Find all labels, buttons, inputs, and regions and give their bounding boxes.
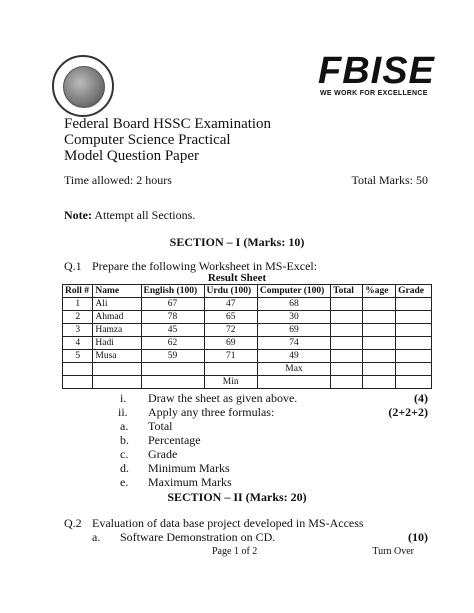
table-cell: 62 xyxy=(141,337,204,350)
table-cell: 69 xyxy=(257,324,330,337)
table-cell xyxy=(363,337,396,350)
table-cell: 71 xyxy=(204,350,257,363)
table-cell xyxy=(363,376,396,389)
table-cell: Min xyxy=(204,376,257,389)
task-text-1: Draw the sheet as given above. xyxy=(148,391,298,405)
table-cell: Max xyxy=(257,363,330,376)
result-sheet-table xyxy=(62,284,432,389)
table-row xyxy=(63,298,432,311)
table-header-row xyxy=(63,285,432,298)
table-cell xyxy=(257,376,330,389)
time-allowed: Time allowed: 2 hours xyxy=(64,173,172,187)
note-text: Attempt all Sections. xyxy=(91,208,196,222)
table-cell xyxy=(93,363,141,376)
table-cell xyxy=(331,298,363,311)
task-num-2: ii. xyxy=(118,405,128,419)
table-cell: Hamza xyxy=(93,324,141,337)
table-cell xyxy=(363,363,396,376)
column-header: English (100) xyxy=(141,285,204,298)
turn-over: Turn Over xyxy=(372,546,414,557)
q1-number: Q.1 xyxy=(64,259,82,273)
table-cell: 1 xyxy=(63,298,93,311)
total-marks: Total Marks: 50 xyxy=(351,173,428,187)
table-cell xyxy=(396,337,432,350)
table-cell: 30 xyxy=(257,311,330,324)
table-cell: 49 xyxy=(257,350,330,363)
table-cell: Hadi xyxy=(93,337,141,350)
q1-text: Prepare the following Worksheet in MS-Excel: xyxy=(92,259,318,273)
table-cell xyxy=(363,298,396,311)
table-cell xyxy=(331,350,363,363)
table-cell: Musa xyxy=(93,350,141,363)
task-marks-2: (2+2+2) xyxy=(388,405,428,419)
table-row xyxy=(63,311,432,324)
table-cell: 5 xyxy=(63,350,93,363)
table-cell xyxy=(363,350,396,363)
title-line-1: Federal Board HSSC Examination xyxy=(64,116,272,132)
formula-letter-e: e. xyxy=(120,475,129,489)
table-row xyxy=(63,324,432,337)
formula-text-c: Grade xyxy=(148,447,178,461)
section-1-heading: SECTION – I (Marks: 10) xyxy=(169,235,305,249)
section-2-heading: SECTION – II (Marks: 20) xyxy=(167,490,307,504)
task-text-2: Apply any three formulas: xyxy=(148,405,275,419)
column-header: Roll # xyxy=(63,285,93,298)
table-cell xyxy=(63,376,93,389)
q2-sub-letter: a. xyxy=(92,530,101,544)
table-row xyxy=(63,337,432,350)
fbise-seal-icon xyxy=(52,55,114,117)
fbise-logo: FBISE xyxy=(318,50,435,92)
table-cell xyxy=(93,376,141,389)
table-row xyxy=(63,350,432,363)
formula-letter-c: c. xyxy=(120,447,129,461)
column-header: Urdu (100) xyxy=(204,285,257,298)
table-cell: 72 xyxy=(204,324,257,337)
formula-letter-a: a. xyxy=(120,419,129,433)
sheet-title: Result Sheet xyxy=(207,272,267,284)
table-cell xyxy=(396,298,432,311)
table-cell xyxy=(63,363,93,376)
q2-sub-marks: (10) xyxy=(408,530,428,544)
table-cell xyxy=(396,376,432,389)
table-cell xyxy=(331,376,363,389)
q2-sub-text: Software Demonstration on CD. xyxy=(120,530,276,544)
title-line-3: Model Question Paper xyxy=(64,148,199,164)
table-cell: 4 xyxy=(63,337,93,350)
column-header: Computer (100) xyxy=(257,285,330,298)
note xyxy=(64,208,195,223)
table-cell xyxy=(204,363,257,376)
table-cell: 69 xyxy=(204,337,257,350)
table-cell: 47 xyxy=(204,298,257,311)
task-num-1: i. xyxy=(120,391,127,405)
table-cell xyxy=(141,363,204,376)
q2-number: Q.2 xyxy=(64,516,82,530)
formula-text-b: Percentage xyxy=(148,433,201,447)
table-cell xyxy=(331,324,363,337)
table-cell xyxy=(141,376,204,389)
column-header: Name xyxy=(93,285,141,298)
table-cell: 45 xyxy=(141,324,204,337)
table-cell: 67 xyxy=(141,298,204,311)
page-number: Page 1 of 2 xyxy=(212,546,258,557)
title-line-2: Computer Science Practical xyxy=(64,132,231,148)
table-cell xyxy=(363,324,396,337)
formula-text-e: Maximum Marks xyxy=(148,475,232,489)
table-cell: 59 xyxy=(141,350,204,363)
table-cell: 3 xyxy=(63,324,93,337)
task-marks-1: (4) xyxy=(414,391,428,405)
table-cell xyxy=(396,311,432,324)
column-header: %age xyxy=(363,285,396,298)
table-cell xyxy=(396,363,432,376)
table-cell: 68 xyxy=(257,298,330,311)
table-cell: 74 xyxy=(257,337,330,350)
table-cell: Ali xyxy=(93,298,141,311)
table-cell: 78 xyxy=(141,311,204,324)
logo-tagline: WE WORK FOR EXCELLENCE xyxy=(320,90,428,97)
note-label: Note: xyxy=(64,208,92,222)
table-row xyxy=(63,376,432,389)
table-cell xyxy=(331,311,363,324)
table-cell xyxy=(396,324,432,337)
table-cell xyxy=(396,350,432,363)
table-cell: 2 xyxy=(63,311,93,324)
table-cell: Ahmad xyxy=(93,311,141,324)
table-cell xyxy=(331,337,363,350)
column-header: Grade xyxy=(396,285,432,298)
column-header: Total xyxy=(331,285,363,298)
formula-text-a: Total xyxy=(148,419,173,433)
table-cell xyxy=(331,363,363,376)
formula-text-d: Minimum Marks xyxy=(148,461,230,475)
q2-text: Evaluation of data base project developed in MS-Access xyxy=(92,516,364,530)
table-cell: 65 xyxy=(204,311,257,324)
formula-letter-d: d. xyxy=(120,461,129,475)
formula-letter-b: b. xyxy=(120,433,129,447)
table-row xyxy=(63,363,432,376)
table-cell xyxy=(363,311,396,324)
